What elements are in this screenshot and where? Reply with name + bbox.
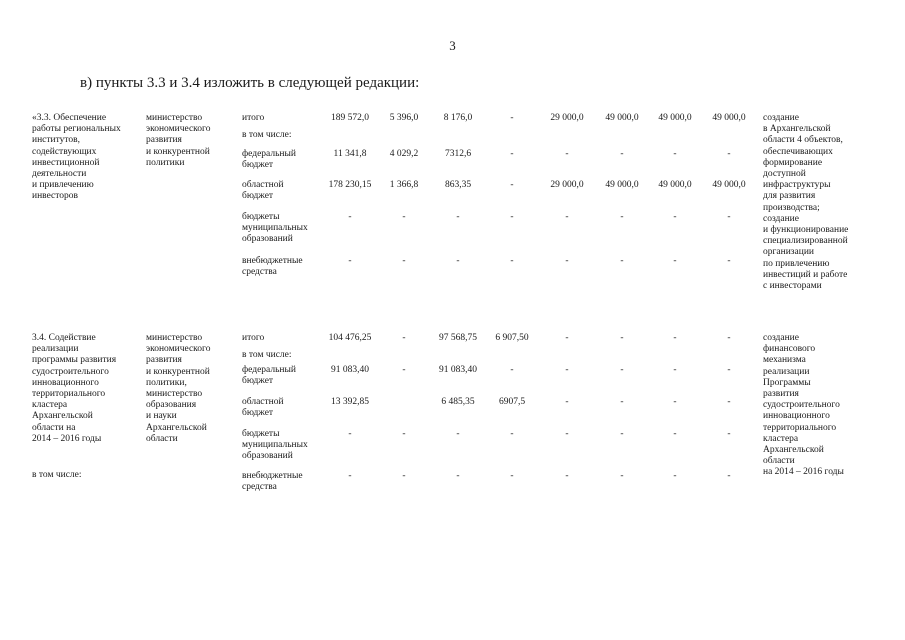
funding-value: - xyxy=(620,212,624,222)
funding-value: - xyxy=(565,333,569,343)
funding-value: 11 341,8 xyxy=(333,149,367,159)
funding-value: 49 000,0 xyxy=(605,180,639,190)
funding-value: - xyxy=(402,429,406,439)
funding-value: - xyxy=(510,212,514,222)
funding-value: - xyxy=(456,212,460,222)
funding-value: - xyxy=(348,212,352,222)
funding-value: 5 396,0 xyxy=(389,113,419,123)
funding-value: - xyxy=(565,429,569,439)
funding-value: - xyxy=(510,256,514,266)
funding-value: 13 392,85 xyxy=(331,397,369,407)
funding-value: - xyxy=(673,212,677,222)
funding-value: 97 568,75 xyxy=(439,333,477,343)
funding-value: - xyxy=(727,256,731,266)
funding-value: - xyxy=(727,471,731,481)
funding-value: 189 572,0 xyxy=(331,113,369,123)
funding-value: - xyxy=(348,471,352,481)
executor: министерство экономического развития и конкурентной политики xyxy=(146,113,211,168)
funding-source-label: внебюджетные средства xyxy=(242,471,303,493)
funding-source-label: в том числе: xyxy=(242,130,292,140)
funding-value: - xyxy=(348,429,352,439)
funding-value: - xyxy=(565,397,569,407)
funding-value: 91 083,40 xyxy=(331,365,369,375)
funding-value: - xyxy=(727,333,731,343)
funding-value: - xyxy=(727,429,731,439)
funding-value: - xyxy=(673,429,677,439)
funding-value: 29 000,0 xyxy=(550,180,584,190)
funding-value: - xyxy=(510,429,514,439)
funding-value: 6 907,50 xyxy=(495,333,529,343)
funding-value: - xyxy=(348,256,352,266)
funding-value: 1 366,8 xyxy=(389,180,419,190)
funding-value: - xyxy=(510,365,514,375)
funding-source-label: итого xyxy=(242,333,265,343)
funding-value: 49 000,0 xyxy=(605,113,639,123)
measure-title: «3.3. Обеспечение работы региональных институтов, содействующих инвестиционной деятельности и привлечению инвесторов xyxy=(32,113,121,202)
funding-value: - xyxy=(510,471,514,481)
funding-value: 6907,5 xyxy=(498,397,526,407)
funding-value: - xyxy=(510,180,514,190)
executor: министерство экономического развития и конкурентной политики, министерство образования и науки Архангельской области xyxy=(146,333,211,444)
funding-value: - xyxy=(673,397,677,407)
funding-value: 29 000,0 xyxy=(550,113,584,123)
funding-value: - xyxy=(565,212,569,222)
expected-result: создание финансового механизма реализации Программы развития судостроительного инновационного территориального кластера Архангельской области на 2014 – 2016 годы xyxy=(763,333,844,478)
funding-source-label: бюджеты муниципальных образований xyxy=(242,429,308,462)
funding-source-label: итого xyxy=(242,113,265,123)
funding-value: - xyxy=(620,397,624,407)
page-number: 3 xyxy=(449,38,456,53)
funding-value: 863,35 xyxy=(444,180,472,190)
funding-value: - xyxy=(565,149,569,159)
funding-value: - xyxy=(727,365,731,375)
funding-value: - xyxy=(402,212,406,222)
funding-value: 49 000,0 xyxy=(658,113,692,123)
funding-source-label: федеральный бюджет xyxy=(242,149,296,171)
funding-value: 49 000,0 xyxy=(712,113,746,123)
funding-value: - xyxy=(402,333,406,343)
funding-value: - xyxy=(565,471,569,481)
funding-value: 7312,6 xyxy=(444,149,472,159)
expected-result: создание в Архангельской области 4 объектов, обеспечивающих формирование доступной инфраструктуры для развития производства; создание и функционирование специализированной организации по привлечению инвестиций и работе с инвесторами xyxy=(763,113,849,292)
funding-value: - xyxy=(565,365,569,375)
funding-value: - xyxy=(402,365,406,375)
funding-source-label: в том числе: xyxy=(242,350,292,360)
funding-source-label: областной бюджет xyxy=(242,397,284,419)
funding-value: - xyxy=(620,471,624,481)
funding-value: - xyxy=(673,149,677,159)
funding-value: - xyxy=(620,256,624,266)
funding-value: - xyxy=(727,212,731,222)
funding-value: 6 485,35 xyxy=(441,397,475,407)
funding-source-label: областной бюджет xyxy=(242,180,284,202)
funding-value: - xyxy=(510,113,514,123)
funding-value: 8 176,0 xyxy=(443,113,473,123)
funding-value: - xyxy=(456,471,460,481)
funding-value: - xyxy=(620,333,624,343)
funding-value: 104 476,25 xyxy=(328,333,372,343)
funding-value: - xyxy=(402,471,406,481)
funding-value: - xyxy=(727,149,731,159)
section-subnote: в том числе: xyxy=(32,470,82,480)
funding-value: - xyxy=(727,397,731,407)
funding-value: 178 230,15 xyxy=(328,180,372,190)
funding-value: - xyxy=(456,256,460,266)
funding-value: 91 083,40 xyxy=(439,365,477,375)
heading: в) пункты 3.3 и 3.4 изложить в следующей редакции: xyxy=(80,75,420,91)
funding-value: 49 000,0 xyxy=(658,180,692,190)
measure-title: 3.4. Содействие реализации программы развития судостроительного инновационного территориального кластера Архангельской области на 2014 – 2016 годы xyxy=(32,333,117,444)
funding-value: - xyxy=(402,256,406,266)
funding-value: - xyxy=(510,149,514,159)
funding-value: - xyxy=(620,365,624,375)
funding-value: - xyxy=(620,149,624,159)
funding-value: - xyxy=(456,429,460,439)
funding-value: 4 029,2 xyxy=(389,149,419,159)
funding-value: - xyxy=(565,256,569,266)
funding-value: - xyxy=(620,429,624,439)
funding-source-label: бюджеты муниципальных образований xyxy=(242,212,308,245)
funding-value: - xyxy=(673,333,677,343)
funding-value: - xyxy=(673,256,677,266)
funding-value: - xyxy=(673,471,677,481)
funding-source-label: внебюджетные средства xyxy=(242,256,303,278)
funding-value: 49 000,0 xyxy=(712,180,746,190)
funding-source-label: федеральный бюджет xyxy=(242,365,296,387)
funding-value: - xyxy=(673,365,677,375)
